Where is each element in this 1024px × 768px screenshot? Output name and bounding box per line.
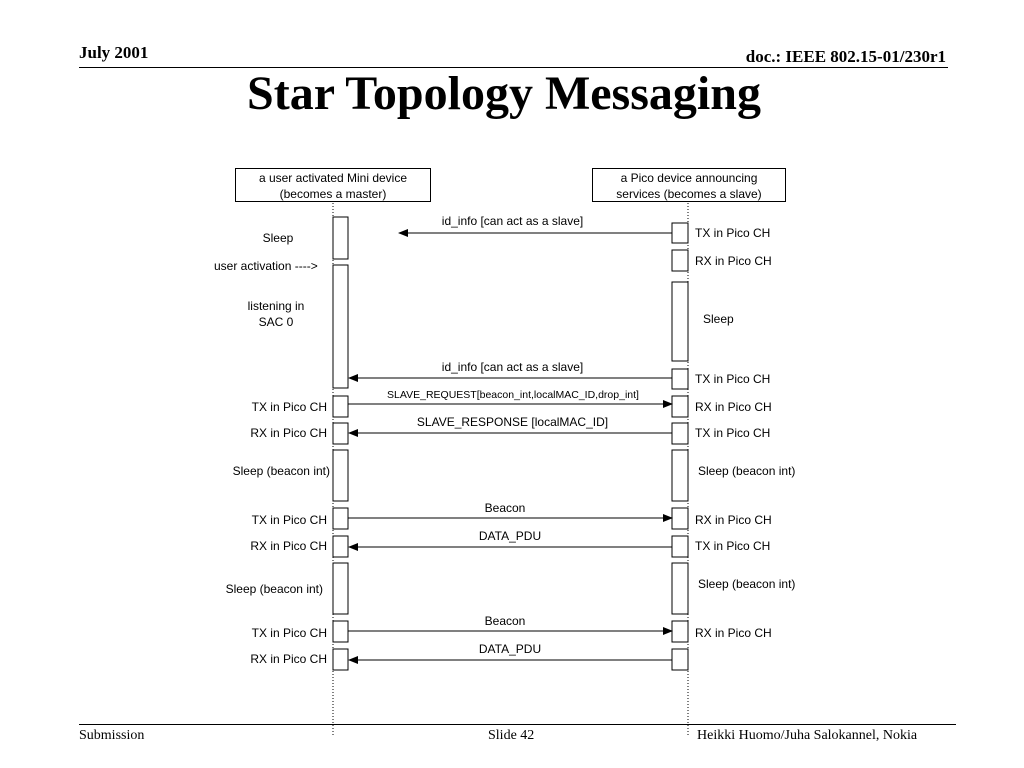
- slave-state-rx1: RX in Pico CH: [695, 254, 772, 268]
- slave-sleep-bar: [672, 282, 688, 361]
- slave-tx1-bar: [672, 223, 688, 243]
- slave-state-rx2: RX in Pico CH: [695, 400, 772, 414]
- master-listening-bar: [333, 265, 348, 388]
- master-state-rx1: RX in Pico CH: [250, 426, 327, 440]
- master-state-sleep-beacon1: Sleep (beacon int): [232, 464, 330, 478]
- slide-title: Star Topology Messaging: [247, 67, 761, 120]
- master-state-sleep-beacon2: Sleep (beacon int): [225, 582, 323, 596]
- master-state-rx3: RX in Pico CH: [250, 652, 327, 666]
- message-data-pdu-2: DATA_PDU: [478, 642, 542, 656]
- master-state-listening-1: listening in: [247, 299, 305, 313]
- message-beacon-1: Beacon: [484, 501, 526, 515]
- slave-state-sleep-beacon1: Sleep (beacon int): [698, 464, 796, 478]
- footer-slide-number: Slide 42: [488, 728, 535, 743]
- master-participant-line2: (becomes a master): [279, 187, 387, 201]
- slave-tx3-bar: [672, 423, 688, 444]
- slave-tx4-bar: [672, 536, 688, 557]
- master-rx2-bar: [333, 536, 348, 557]
- master-sleep-beacon1-bar: [333, 450, 348, 501]
- message-slave-response: SLAVE_RESPONSE [localMAC_ID]: [416, 415, 609, 429]
- master-sleep-bar: [333, 217, 348, 259]
- slave-state-sleep: Sleep: [703, 312, 734, 326]
- header-doc-id: doc.: IEEE 802.15-01/230r1: [745, 47, 946, 66]
- message-beacon-2: Beacon: [484, 614, 526, 628]
- master-state-rx2: RX in Pico CH: [250, 539, 327, 553]
- slave-participant-line1: a Pico device announcing: [620, 171, 758, 185]
- slave-participant-line2: services (becomes a slave): [616, 187, 762, 201]
- slave-state-tx1: TX in Pico CH: [695, 226, 771, 240]
- slave-sleep-beacon2-bar: [672, 563, 688, 614]
- slave-tx2-bar: [672, 369, 688, 389]
- message-slave-request: SLAVE_REQUEST[beacon_int,localMAC_ID,drop_int]: [387, 389, 639, 401]
- master-state-tx2: TX in Pico CH: [251, 513, 327, 527]
- master-tx2-bar: [333, 508, 348, 529]
- slave-state-sleep-beacon2: Sleep (beacon int): [698, 577, 796, 591]
- slave-state-tx4: TX in Pico CH: [695, 539, 771, 553]
- message-data-pdu-1: DATA_PDU: [478, 529, 542, 543]
- footer-submission: Submission: [79, 728, 145, 743]
- message-id-info-1: id_info [can act as a slave]: [441, 214, 584, 228]
- slave-sleep-beacon1-bar: [672, 450, 688, 501]
- footer-divider: [79, 724, 956, 725]
- slave-end-bar: [672, 649, 688, 670]
- master-state-user-activation: user activation ---->: [214, 259, 318, 273]
- master-tx3-bar: [333, 621, 348, 642]
- slave-rx1-bar: [672, 250, 688, 271]
- slave-state-rx4: RX in Pico CH: [695, 626, 772, 640]
- slave-state-tx3: TX in Pico CH: [695, 426, 771, 440]
- footer-authors: Heikki Huomo/Juha Salokannel, Nokia: [697, 728, 918, 743]
- master-participant-line1: a user activated Mini device: [258, 171, 408, 185]
- slave-state-tx2: TX in Pico CH: [695, 372, 771, 386]
- master-state-sleep: Sleep: [262, 231, 294, 245]
- master-sleep-beacon2-bar: [333, 563, 348, 614]
- message-id-info-2: id_info [can act as a slave]: [441, 360, 584, 374]
- master-participant-box: [235, 168, 431, 202]
- master-state-listening-2: SAC 0: [258, 315, 294, 329]
- master-state-tx1: TX in Pico CH: [251, 400, 327, 414]
- slave-rx3-bar: [672, 508, 688, 529]
- header-date: July 2001: [79, 43, 149, 62]
- slave-state-rx3: RX in Pico CH: [695, 513, 772, 527]
- master-tx1-bar: [333, 396, 348, 417]
- master-state-tx3: TX in Pico CH: [251, 626, 327, 640]
- master-rx1-bar: [333, 423, 348, 444]
- master-rx3-bar: [333, 649, 348, 670]
- slave-participant-box: [592, 168, 786, 202]
- slave-rx4-bar: [672, 621, 688, 642]
